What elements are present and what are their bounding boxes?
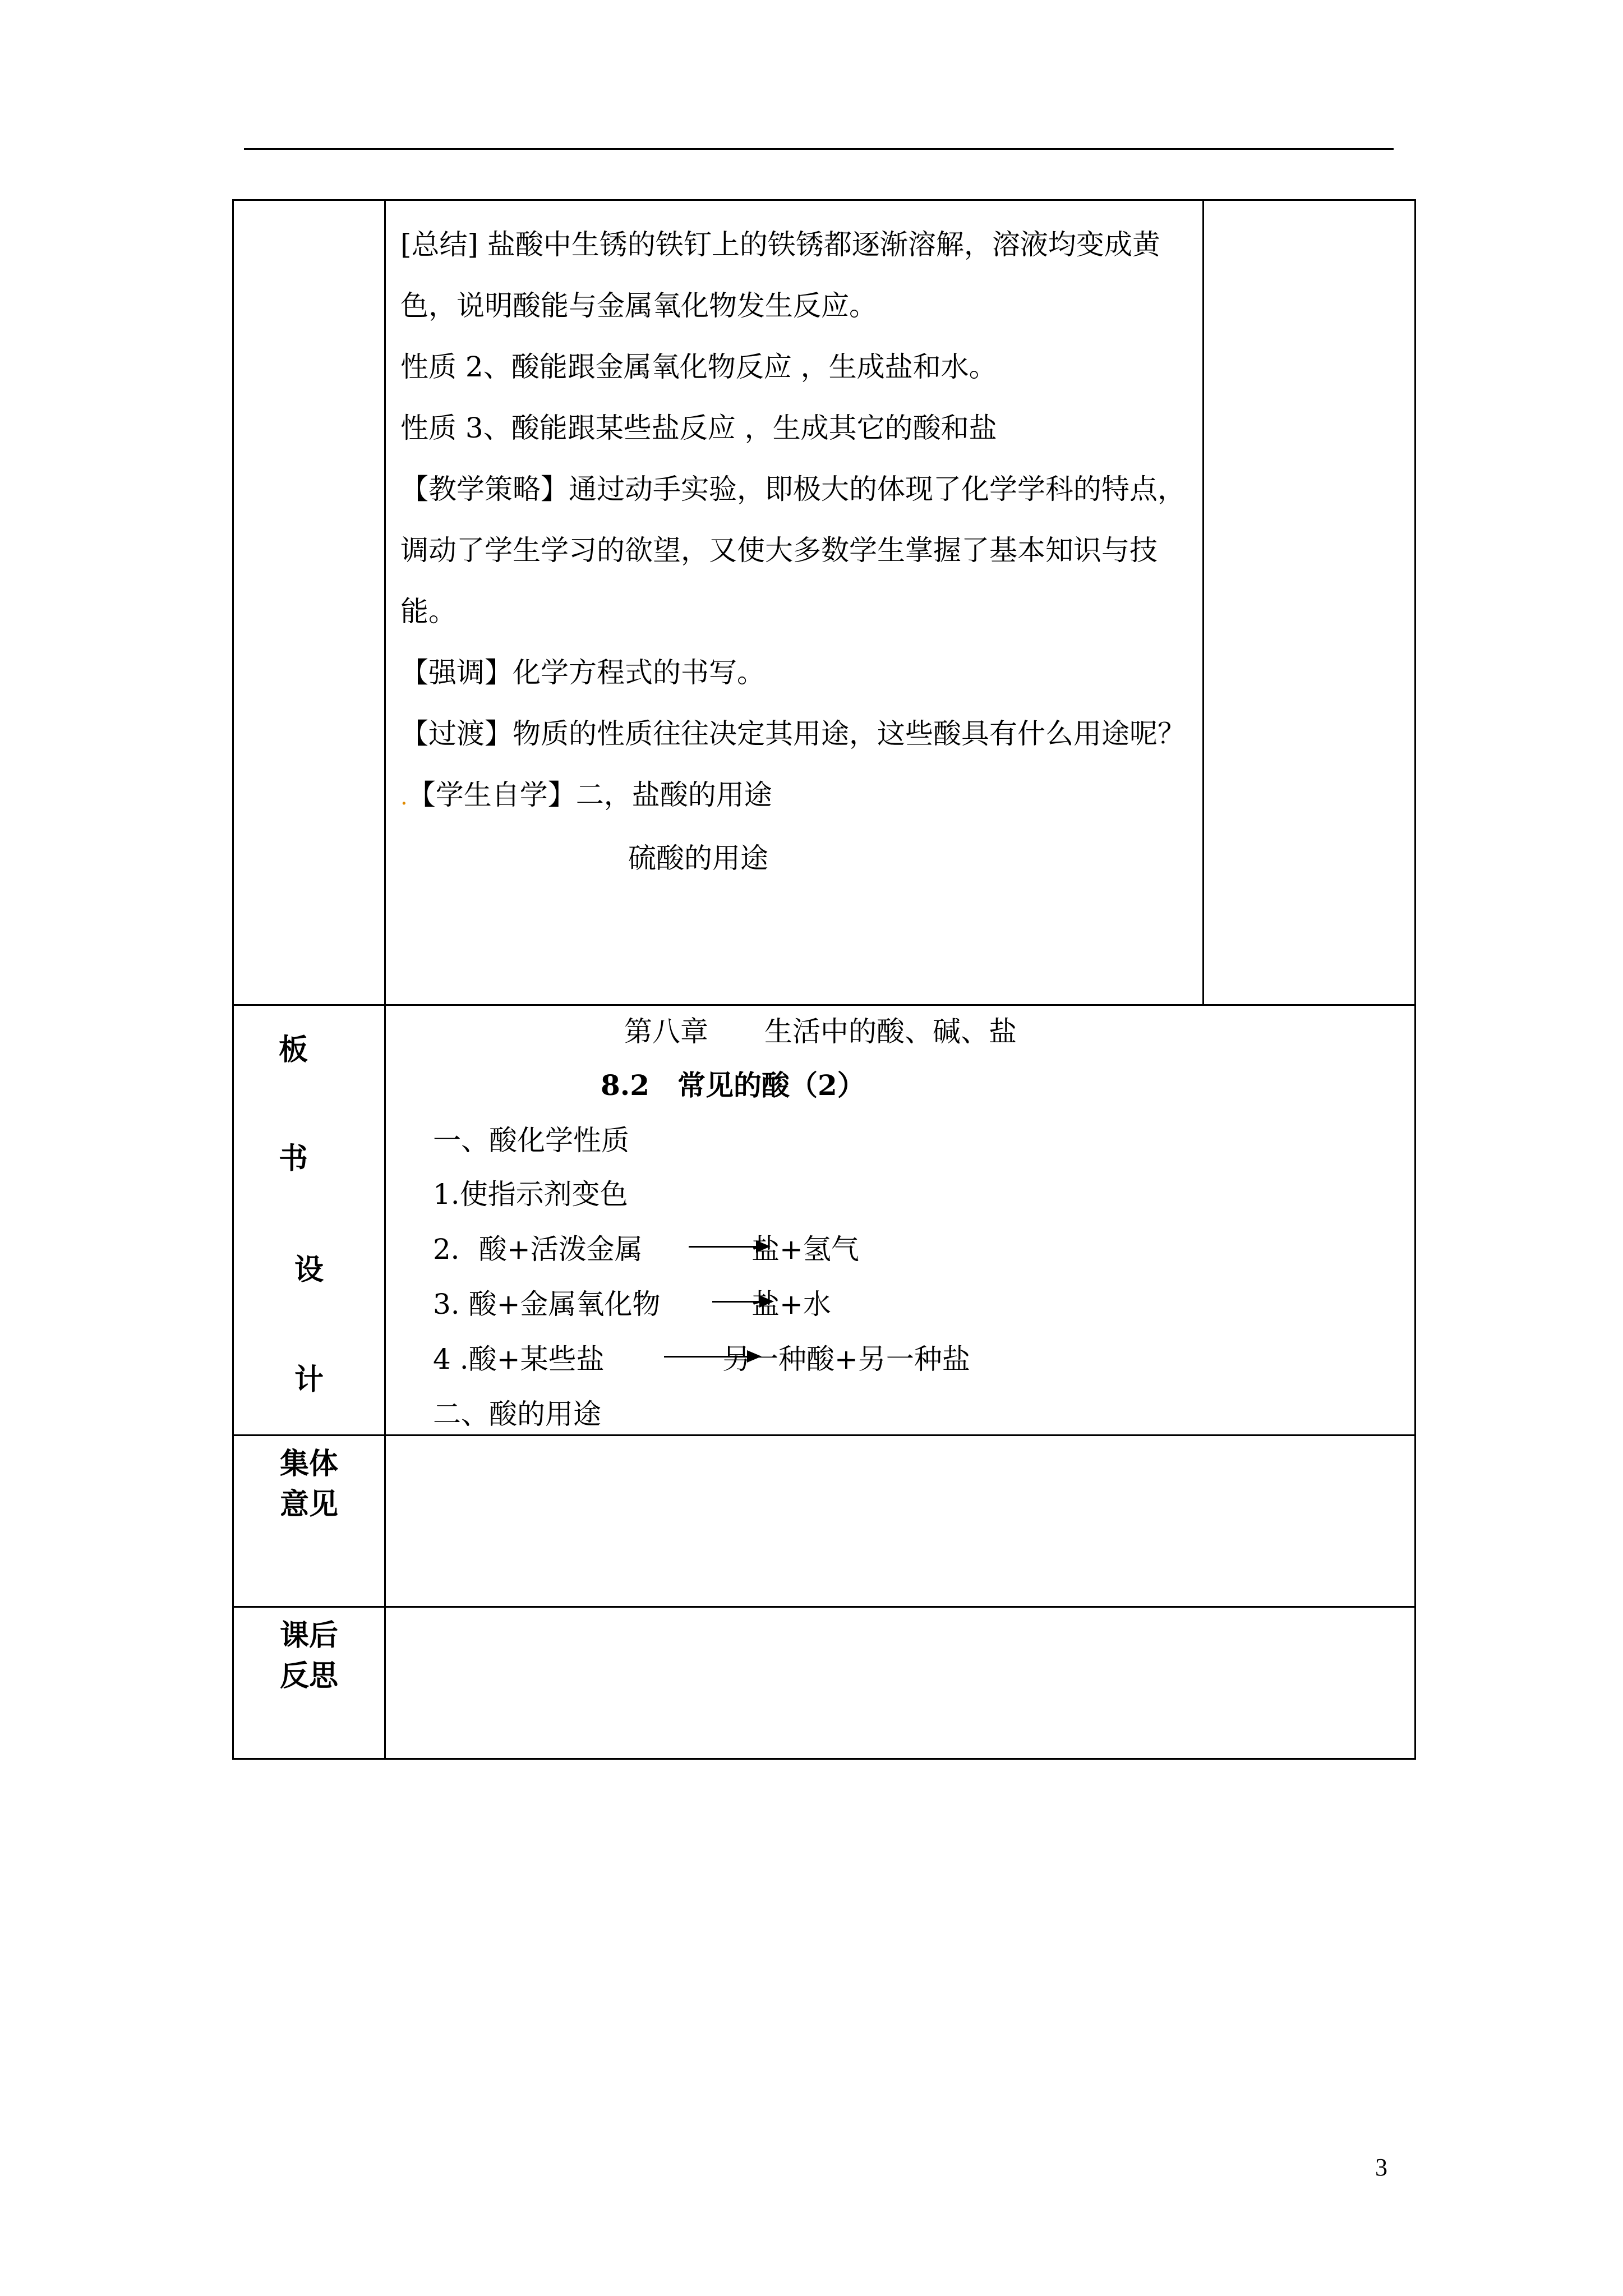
item-indicator: 1.使指示剂变色 bbox=[433, 1178, 628, 1211]
left-label-cell bbox=[233, 200, 385, 1005]
heading-chemical-properties: 一、酸化学性质 bbox=[433, 1124, 629, 1157]
sulfuric-use-line: 硫酸的用途 bbox=[628, 842, 768, 875]
item-salt: 4 .酸+某些盐 bbox=[433, 1343, 605, 1375]
section-title: 8.2 常见的酸（2） bbox=[601, 1069, 865, 1102]
item-active-metal-product: 盐+氢气 bbox=[751, 1233, 859, 1266]
board-label-char-4: 计 bbox=[294, 1363, 324, 1397]
collective-opinion-label-1: 集体 bbox=[279, 1447, 338, 1481]
reflection-label-cell bbox=[233, 1607, 385, 1759]
self-study-mark: . bbox=[400, 784, 408, 810]
table-row-process bbox=[233, 200, 1415, 1005]
collective-opinion-label-2: 意见 bbox=[279, 1488, 338, 1521]
heading-uses: 二、酸的用途 bbox=[433, 1398, 601, 1430]
reflection-label-1: 课后 bbox=[279, 1619, 338, 1653]
reflection-label-2: 反思 bbox=[279, 1659, 338, 1693]
table-row-collective-opinion bbox=[233, 1435, 1415, 1607]
strategy-line-1: 【教学策略】通过动手实验，即极大的体现了化学学科的特点， bbox=[400, 473, 1186, 505]
chapter-title: 第八章 生活中的酸、碱、盐 bbox=[624, 1015, 1017, 1048]
strategy-line-2: 调动了学生学习的欲望，又使大多数学生掌握了基本知识与技 bbox=[400, 534, 1158, 567]
self-study-line bbox=[400, 765, 1197, 828]
table-row-board-design bbox=[233, 1005, 1415, 1435]
self-study-text: 【学生自学】二，盐酸的用途 bbox=[407, 779, 772, 811]
right-notes-cell bbox=[1204, 200, 1415, 1005]
property-3 bbox=[400, 398, 1197, 459]
item-metal-oxide-product: 盐+水 bbox=[751, 1288, 831, 1320]
summary-line-2: 色，说明酸能与金属氧化物发生反应。 bbox=[400, 289, 877, 322]
item-salt-product: 另一种酸+另一种盐 bbox=[722, 1343, 970, 1375]
board-label-char-1: 板 bbox=[279, 1033, 308, 1067]
collective-opinion-label-cell bbox=[233, 1435, 385, 1607]
property-2: 性质 2、酸能跟金属氧化物反应 ，生成盐和水。 bbox=[400, 351, 997, 383]
emphasis-line: 【强调】化学方程式的书写。 bbox=[400, 656, 765, 689]
item-active-metal: 2．酸+活泼金属 bbox=[433, 1233, 643, 1266]
board-label-char-3: 设 bbox=[294, 1253, 324, 1287]
transition-line: 【过渡】物质的性质往往决定其用途，这些酸具有什么用途呢？ bbox=[400, 717, 1186, 750]
property-3-prefix: 性质 3 bbox=[400, 412, 483, 444]
page-number: 3 bbox=[1375, 2154, 1387, 2181]
lesson-plan-table bbox=[232, 199, 1416, 1760]
collective-opinion-content-cell bbox=[385, 1435, 1415, 1607]
process-content-cell bbox=[385, 200, 1204, 1005]
header-rule bbox=[244, 148, 1394, 150]
board-design-content-cell bbox=[385, 1005, 1415, 1435]
property-3-rest: 、酸能跟某些盐反应 ，生成其它的酸和盐 bbox=[483, 412, 997, 444]
strategy-line-3: 能。 bbox=[400, 595, 457, 628]
board-label-char-2: 书 bbox=[279, 1142, 308, 1176]
reflection-content-cell bbox=[385, 1607, 1415, 1759]
summary-line-1: [总结] 盐酸中生锈的铁钉上的铁锈都逐渐溶解，溶液均变成黄 bbox=[400, 228, 1160, 261]
board-design-label-cell bbox=[233, 1005, 385, 1435]
table-row-reflection bbox=[233, 1607, 1415, 1759]
item-metal-oxide: 3. 酸+金属氧化物 bbox=[433, 1288, 661, 1320]
